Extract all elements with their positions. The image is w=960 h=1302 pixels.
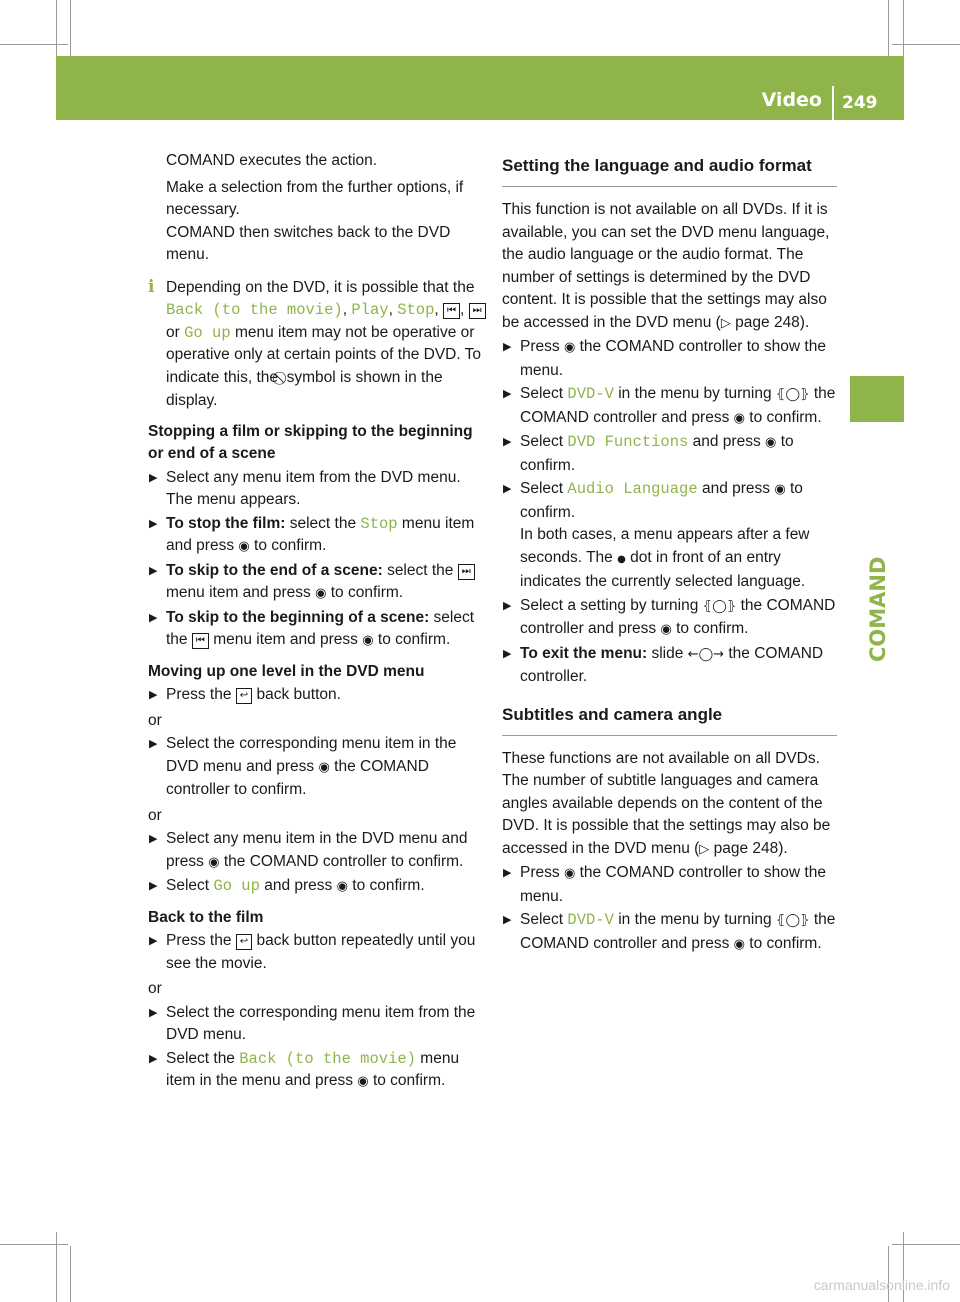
press-controller-icon: ◉ [660,622,672,637]
subheading: Moving up one level in the DVD menu [148,662,425,680]
previous-icon: ⏮ [443,303,460,319]
press-controller-icon: ◉ [336,879,348,894]
crop-mark [70,0,71,56]
paragraph: These functions are not available on all DVDs. The number of subtitle languages and camera angles available depends on the content of the DVD. It is possible that the settings may also be accessed in the DVD menu (▷ page 248). [502,749,831,857]
menu-item-dvd-v: DVD-V [567,911,614,929]
list-item: ▶ Select Audio Language and press ◉ to confirm. In both cases, a menu appears after a few seconds. The ● dot in front of an entry indicates the currently selected language. [503,480,810,590]
menu-item-back: Back (to the movie) [239,1049,416,1068]
step-arrow-icon: ▶ [503,341,512,353]
crop-mark [892,44,960,45]
step-arrow-icon: ▶ [149,1006,158,1019]
list-item: ▶ Select the corresponding menu item from the DVD menu. [149,1003,476,1043]
step-arrow-icon: ▶ [503,647,512,660]
turn-controller-icon: ⦃◯⦄ [775,387,810,402]
press-controller-icon: ◉ [563,866,576,881]
list-item: ▶ To skip to the beginning of a scene: select the ⏮ menu item and press ◉ to confirm. [149,608,475,648]
turn-controller-icon: ⦃◯⦄ [775,913,810,928]
next-icon: ⏭ [458,564,475,580]
step-arrow-icon: ▶ [503,867,512,879]
step-arrow-icon: ▶ [503,599,512,612]
step-arrow-icon: ▶ [503,914,512,926]
list-item: ▶ To skip to the end of a scene: select the ⏭ menu item and press ◉ to confirm. [148,560,488,606]
right-column [502,150,837,956]
press-controller-icon: ◉ [733,410,745,426]
list-item: ▶ Press the ↩ back button. [148,684,488,707]
crop-mark [56,0,57,56]
info-note: i Depending on the DVD, it is possible that the Back (to the movie), Play, Stop, ⏮ , ⏭ or Go up menu item may not be operative or operative only at certain points of the DVD. To indicate this, the symbol is shown in the display. [148,277,488,413]
info-icon: i [148,276,155,297]
step-arrow-icon: ▶ [149,517,158,530]
press-controller-icon: ◉ [563,340,576,355]
crop-mark [892,1244,960,1245]
menu-item-dvd-functions: DVD Functions [567,433,689,451]
press-controller-icon: ◉ [765,435,777,450]
section-title: Video [761,89,822,111]
chapter-tab [850,376,904,422]
step-arrow-icon: ▶ [503,436,512,448]
step-arrow-icon: ▶ [149,689,158,701]
page-reference-icon: ▷ [699,841,710,857]
press-controller-icon: ◉ [357,1074,369,1089]
back-button-icon: ↩ [236,934,252,950]
step-arrow-icon: ▶ [503,483,512,495]
paragraph: This function is not available on all DVDs. If it is available, you can set the DVD menu language, the audio language or the audio format. The number of settings is determined by the DVD content. It is possible that the settings may also be accessed in the DVD menu (▷ page 248). [502,201,830,331]
crop-mark [56,1232,57,1302]
paragraph: COMAND then switches back to the DVD menu. [166,223,451,263]
page-number: 249 [842,93,878,113]
or-text: or [148,806,162,824]
section-heading: Setting the language and audio format [502,154,837,187]
list-item: ▶ Press the ↩ back button repeatedly until you see the movie. [149,932,476,972]
turn-controller-icon: ⦃◯⦄ [702,598,737,614]
step-arrow-icon: ▶ [149,738,158,750]
list-item: ▶ Select any menu item from the DVD menu. The menu appears. [149,468,461,508]
menu-item-go-up: Go up [213,877,260,895]
list-item: ▶ Select the corresponding menu item in the DVD menu and press ◉ the COMAND controller to confirm. [149,735,457,798]
page-reference-icon: ▷ [720,315,731,331]
step-arrow-icon: ▶ [149,833,158,845]
step-arrow-icon: ▶ [149,1052,158,1065]
crop-mark [888,0,889,56]
back-button-icon: ↩ [236,688,252,704]
press-controller-icon: ◉ [238,539,250,554]
step-arrow-icon: ▶ [149,611,158,624]
menu-item-stop: Stop [397,301,435,319]
list-item: ▶ Select any menu item in the DVD menu and press ◉ the COMAND controller to confirm. [149,830,468,870]
press-controller-icon: ◉ [318,759,330,775]
next-icon: ⏭ [469,303,486,319]
slide-controller-icon: ←◯→ [687,646,725,662]
section-heading: Subtitles and camera angle [502,703,837,736]
press-controller-icon: ◉ [774,482,786,497]
press-controller-icon: ◉ [362,633,374,648]
crop-mark [0,44,68,45]
step-arrow-icon: ▶ [149,564,158,577]
selected-dot-icon: ● [617,553,626,565]
paragraph: COMAND executes the action. [166,152,378,169]
press-controller-icon: ◉ [208,854,220,870]
list-item: ▶ To exit the menu: slide ←◯→ the COMAND controller. [503,644,824,685]
menu-item-play: Play [351,301,389,319]
watermark: carmanualsonline.info [813,1277,950,1293]
list-item: ▶ Select a setting by turning ⦃◯⦄ the COMAND controller and press ◉ to confirm. [503,596,836,637]
previous-icon: ⏮ [192,633,209,649]
crop-mark [70,1246,71,1302]
list-item: ▶ Select the Back (to the movie) menu item in the menu and press ◉ to confirm. [149,1049,460,1089]
press-controller-icon: ◉ [733,936,745,952]
header-divider [832,86,834,120]
or-text: or [148,980,162,997]
step-arrow-icon: ▶ [149,471,158,484]
list-item: ▶ Select Go up and press ◉ to confirm. [148,875,488,899]
left-column [148,150,488,1094]
or-text: or [148,711,162,729]
menu-item-dvd-v: DVD-V [567,385,614,403]
list-item: ▶ Select DVD-V in the menu by turning ⦃◯⦄ the COMAND controller and press ◉ to confirm. [503,911,836,952]
list-item: ▶ Press ◉ the COMAND controller to show the menu. [503,338,826,379]
chapter-label: COMAND [866,556,890,662]
step-arrow-icon: ▶ [503,388,512,400]
press-controller-icon: ◉ [315,586,327,601]
list-item: ▶ To stop the film: select the Stop menu item and press ◉ to confirm. [149,514,475,554]
list-item: ▶ Select DVD Functions and press ◉ to confirm. [503,433,794,474]
subheading: Stopping a film or skipping to the beginning or end of a scene [148,422,473,462]
menu-item-back: Back (to the movie) [166,301,343,319]
list-item: ▶ Press ◉ the COMAND controller to show the menu. [503,864,826,905]
menu-item-audio-language: Audio Language [567,480,698,498]
menu-item-stop: Stop [360,514,398,533]
list-item: ▶ Select DVD-V in the menu by turning ⦃◯⦄ the COMAND controller and press ◉ to confirm. [503,385,836,426]
subheading: Back to the film [148,908,264,926]
step-arrow-icon: ▶ [149,880,158,892]
crop-mark [903,0,904,56]
menu-item-go-up: Go up [184,323,231,342]
crop-mark [0,1244,68,1245]
paragraph: Make a selection from the further options, if necessary. [166,178,464,218]
step-arrow-icon: ▶ [149,935,158,947]
